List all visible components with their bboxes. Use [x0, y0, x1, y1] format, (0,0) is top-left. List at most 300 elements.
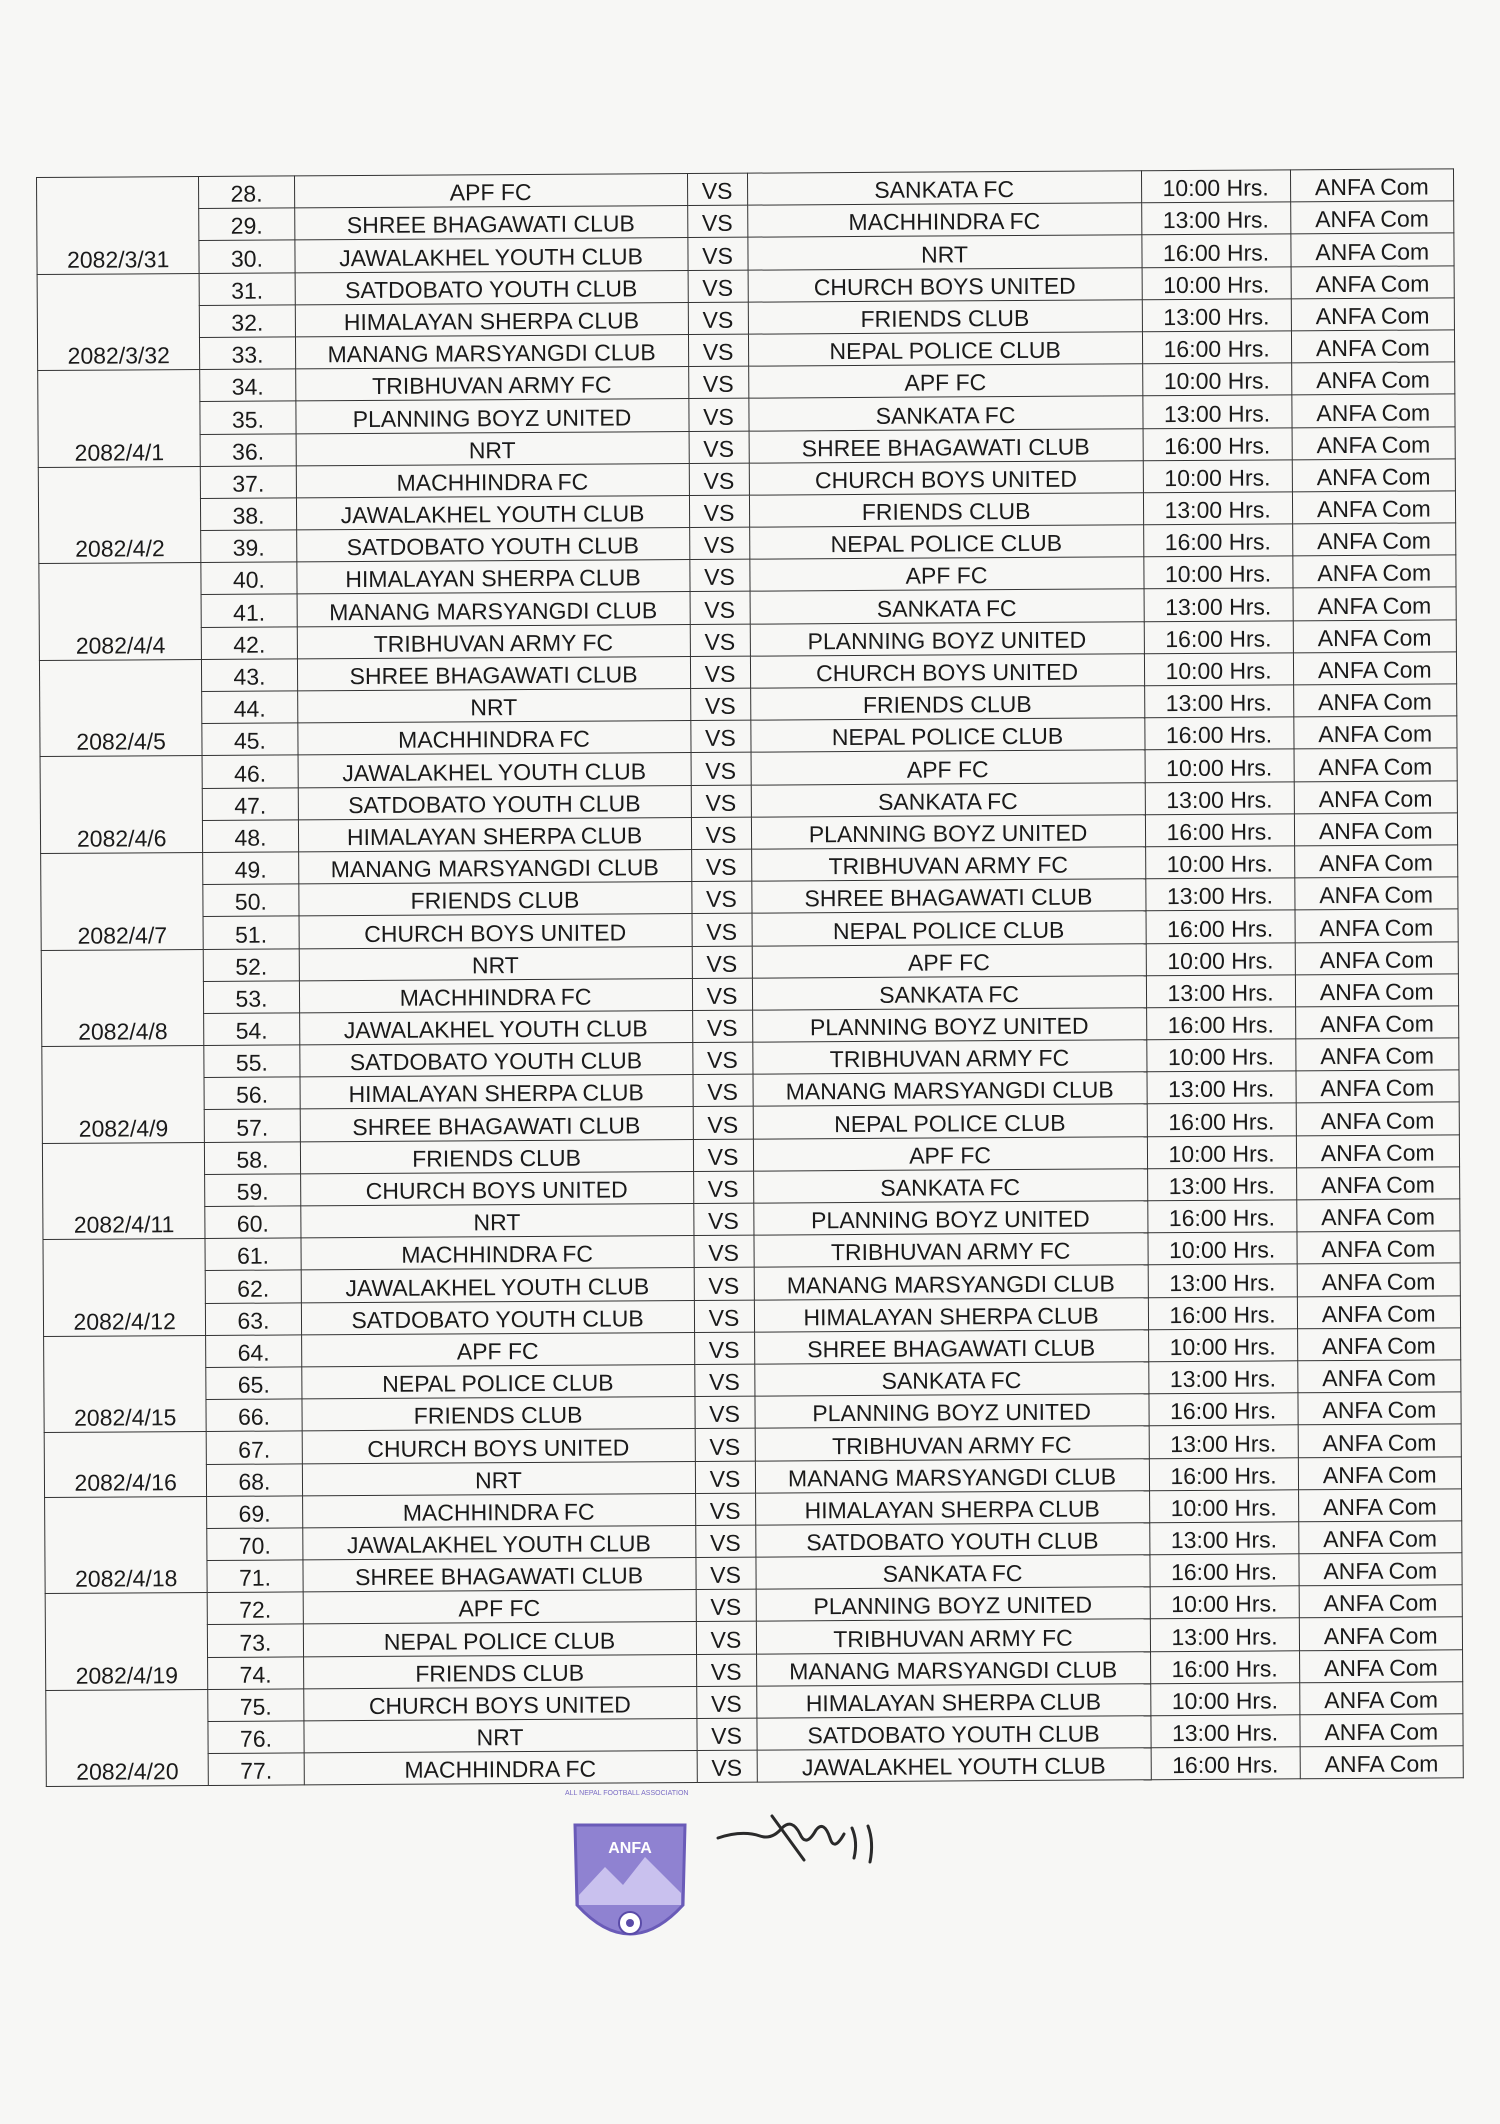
kickoff-time: 13:00 Hrs.: [1149, 1425, 1298, 1458]
home-team: HIMALAYAN SHERPA CLUB: [298, 817, 691, 852]
home-team: NEPAL POLICE CLUB: [303, 1622, 696, 1657]
home-team: MACHHINDRA FC: [301, 1236, 694, 1271]
seal-arc-text: ALL NEPAL FOOTBALL ASSOCIATION: [565, 1790, 689, 1797]
versus-label: VS: [691, 849, 751, 882]
kickoff-time: 13:00 Hrs.: [1142, 299, 1291, 332]
kickoff-time: 16:00 Hrs.: [1146, 910, 1295, 943]
venue: ANFA Com: [1293, 619, 1457, 652]
anfa-seal: [565, 1790, 695, 1965]
venue: ANFA Com: [1294, 877, 1458, 910]
match-number: 42.: [202, 627, 297, 660]
kickoff-time: 16:00 Hrs.: [1149, 1457, 1298, 1490]
home-team: CHURCH BOYS UNITED: [302, 1429, 695, 1464]
kickoff-time: 16:00 Hrs.: [1143, 524, 1292, 557]
away-team: FRIENDS CLUB: [748, 299, 1142, 334]
kickoff-time: 10:00 Hrs.: [1142, 266, 1291, 299]
kickoff-time: 10:00 Hrs.: [1143, 460, 1292, 493]
kickoff-time: 13:00 Hrs.: [1148, 1264, 1297, 1297]
versus-label: VS: [688, 366, 748, 399]
versus-label: VS: [695, 1493, 755, 1526]
venue: ANFA Com: [1298, 1521, 1462, 1554]
venue: ANFA Com: [1298, 1553, 1462, 1586]
venue: ANFA Com: [1297, 1392, 1461, 1425]
kickoff-time: 16:00 Hrs.: [1145, 814, 1294, 847]
kickoff-time: 13:00 Hrs.: [1142, 395, 1291, 428]
kickoff-time: 10:00 Hrs.: [1149, 1490, 1298, 1523]
match-date: 2082/4/12: [43, 1239, 206, 1337]
match-number: 38.: [201, 498, 296, 531]
away-team: PLANNING BOYZ UNITED: [753, 1201, 1147, 1236]
home-team: SHREE BHAGAWATI CLUB: [297, 656, 690, 691]
home-team: JAWALAKHEL YOUTH CLUB: [301, 1268, 694, 1303]
venue: ANFA Com: [1295, 974, 1459, 1007]
match-number: 73.: [208, 1624, 303, 1657]
match-number: 33.: [200, 337, 295, 370]
kickoff-time: 13:00 Hrs.: [1146, 975, 1295, 1008]
versus-label: VS: [688, 334, 748, 367]
away-team: MANANG MARSYANGDI CLUB: [756, 1651, 1150, 1686]
kickoff-time: 10:00 Hrs.: [1145, 846, 1294, 879]
venue: ANFA Com: [1297, 1328, 1461, 1361]
home-team: JAWALAKHEL YOUTH CLUB: [296, 495, 689, 530]
venue: ANFA Com: [1295, 1038, 1459, 1071]
away-team: SANKATA FC: [752, 975, 1146, 1010]
venue: ANFA Com: [1294, 748, 1458, 781]
venue: ANFA Com: [1299, 1617, 1463, 1650]
kickoff-time: 13:00 Hrs.: [1147, 1071, 1296, 1104]
away-team: MACHHINDRA FC: [747, 203, 1141, 238]
kickoff-time: 16:00 Hrs.: [1144, 717, 1293, 750]
away-team: MANANG MARSYANGDI CLUB: [754, 1265, 1148, 1300]
versus-label: VS: [687, 205, 747, 238]
match-date: 2082/3/32: [37, 273, 200, 371]
venue: ANFA Com: [1297, 1360, 1461, 1393]
kickoff-time: 10:00 Hrs.: [1143, 556, 1292, 589]
away-team: NEPAL POLICE CLUB: [750, 718, 1144, 753]
versus-label: VS: [689, 559, 749, 592]
match-number: 52.: [204, 948, 299, 981]
match-date: 2082/4/2: [38, 466, 201, 564]
versus-label: VS: [688, 302, 748, 335]
match-date: 2082/4/7: [41, 852, 204, 950]
home-team: TRIBHUVAN ARMY FC: [297, 624, 690, 659]
away-team: TRIBHUVAN ARMY FC: [755, 1426, 1149, 1461]
kickoff-time: 13:00 Hrs.: [1147, 1168, 1296, 1201]
kickoff-time: 10:00 Hrs.: [1148, 1232, 1297, 1265]
match-number: 47.: [203, 787, 298, 820]
match-number: 48.: [203, 820, 298, 853]
versus-label: VS: [694, 1364, 754, 1397]
match-date: 2082/4/6: [40, 756, 203, 854]
match-number: 59.: [205, 1174, 300, 1207]
versus-label: VS: [687, 238, 747, 271]
versus-label: VS: [695, 1557, 755, 1590]
away-team: APF FC: [753, 1136, 1147, 1171]
versus-label: VS: [693, 1203, 753, 1236]
away-team: SANKATA FC: [748, 396, 1142, 431]
away-team: SANKATA FC: [751, 782, 1145, 817]
versus-label: VS: [690, 688, 750, 721]
match-number: 44.: [202, 691, 297, 724]
kickoff-time: 10:00 Hrs.: [1150, 1683, 1299, 1716]
match-number: 31.: [199, 272, 294, 305]
versus-label: VS: [695, 1428, 755, 1461]
home-team: SHREE BHAGAWATI CLUB: [294, 206, 687, 241]
venue: ANFA Com: [1293, 587, 1457, 620]
match-number: 40.: [201, 562, 296, 595]
versus-label: VS: [689, 463, 749, 496]
kickoff-time: 13:00 Hrs.: [1144, 685, 1293, 718]
match-number: 35.: [200, 401, 295, 434]
kickoff-time: 16:00 Hrs.: [1146, 1007, 1295, 1040]
versus-label: VS: [696, 1718, 756, 1751]
venue: ANFA Com: [1290, 233, 1454, 266]
kickoff-time: 13:00 Hrs.: [1143, 492, 1292, 525]
kickoff-time: 13:00 Hrs.: [1150, 1618, 1299, 1651]
match-date: 2082/4/1: [38, 370, 201, 468]
kickoff-time: 10:00 Hrs.: [1146, 942, 1295, 975]
home-team: MANANG MARSYANGDI CLUB: [298, 849, 691, 884]
away-team: FRIENDS CLUB: [749, 493, 1143, 528]
home-team: FRIENDS CLUB: [301, 1397, 694, 1432]
match-number: 30.: [199, 240, 294, 273]
venue: ANFA Com: [1294, 845, 1458, 878]
venue: ANFA Com: [1292, 491, 1456, 524]
kickoff-time: 16:00 Hrs.: [1147, 1200, 1296, 1233]
fixtures-table: [36, 168, 1464, 1787]
away-team: TRIBHUVAN ARMY FC: [754, 1233, 1148, 1268]
venue: ANFA Com: [1298, 1456, 1462, 1489]
home-team: JAWALAKHEL YOUTH CLUB: [302, 1525, 695, 1560]
match-date: 2082/4/8: [41, 949, 204, 1047]
kickoff-time: 16:00 Hrs.: [1151, 1747, 1300, 1780]
match-number: 39.: [201, 530, 296, 563]
match-number: 28.: [199, 176, 294, 209]
kickoff-time: 10:00 Hrs.: [1146, 1039, 1295, 1072]
kickoff-time: 16:00 Hrs.: [1142, 331, 1291, 364]
away-team: MANANG MARSYANGDI CLUB: [753, 1072, 1147, 1107]
versus-label: VS: [689, 527, 749, 560]
match-date: 2082/4/11: [42, 1142, 205, 1240]
match-number: 71.: [207, 1560, 302, 1593]
versus-label: VS: [692, 1042, 752, 1075]
venue: ANFA Com: [1295, 1006, 1459, 1039]
home-team: JAWALAKHEL YOUTH CLUB: [298, 753, 691, 788]
seal-logo-text: ANFA: [608, 1840, 652, 1857]
match-number: 51.: [203, 916, 298, 949]
versus-label: VS: [697, 1750, 757, 1783]
match-date: 2082/4/5: [39, 659, 202, 757]
signature: [712, 1808, 892, 1888]
match-number: 68.: [207, 1463, 302, 1496]
home-team: HIMALAYAN SHERPA CLUB: [295, 302, 688, 337]
home-team: SATDOBATO YOUTH CLUB: [301, 1300, 694, 1335]
match-number: 54.: [204, 1013, 299, 1046]
versus-label: VS: [694, 1332, 754, 1365]
home-team: TRIBHUVAN ARMY FC: [295, 367, 688, 402]
away-team: SHREE BHAGAWATI CLUB: [751, 879, 1145, 914]
away-team: PLANNING BOYZ UNITED: [751, 814, 1145, 849]
away-team: CHURCH BOYS UNITED: [749, 460, 1143, 495]
away-team: SHREE BHAGAWATI CLUB: [749, 428, 1143, 463]
away-team: MANANG MARSYANGDI CLUB: [755, 1458, 1149, 1493]
match-date: 2082/4/15: [44, 1335, 207, 1433]
versus-label: VS: [692, 913, 752, 946]
away-team: SANKATA FC: [750, 589, 1144, 624]
venue: ANFA Com: [1291, 265, 1455, 298]
kickoff-time: 16:00 Hrs.: [1143, 427, 1292, 460]
venue: ANFA Com: [1291, 298, 1455, 331]
venue: ANFA Com: [1294, 780, 1458, 813]
venue: ANFA Com: [1292, 459, 1456, 492]
home-team: JAWALAKHEL YOUTH CLUB: [299, 1010, 692, 1045]
away-team: SANKATA FC: [754, 1362, 1148, 1397]
match-number: 61.: [205, 1238, 300, 1271]
home-team: CHURCH BOYS UNITED: [299, 914, 692, 949]
match-number: 34.: [200, 369, 295, 402]
match-number: 45.: [202, 723, 297, 756]
fixtures-body: [37, 169, 1464, 1787]
match-number: 41.: [201, 594, 296, 627]
match-number: 57.: [205, 1109, 300, 1142]
kickoff-time: 16:00 Hrs.: [1148, 1296, 1297, 1329]
versus-label: VS: [696, 1622, 756, 1655]
away-team: TRIBHUVAN ARMY FC: [752, 1040, 1146, 1075]
versus-label: VS: [693, 1107, 753, 1140]
kickoff-time: 16:00 Hrs.: [1144, 620, 1293, 653]
home-team: NRT: [297, 689, 690, 724]
kickoff-time: 13:00 Hrs.: [1145, 781, 1294, 814]
kickoff-time: 10:00 Hrs.: [1147, 1135, 1296, 1168]
versus-label: VS: [694, 1268, 754, 1301]
versus-label: VS: [692, 946, 752, 979]
venue: ANFA Com: [1297, 1295, 1461, 1328]
match-number: 67.: [207, 1431, 302, 1464]
match-date: 2082/4/18: [45, 1496, 208, 1594]
kickoff-time: 10:00 Hrs.: [1145, 749, 1294, 782]
away-team: HIMALAYAN SHERPA CLUB: [754, 1297, 1148, 1332]
venue: ANFA Com: [1299, 1649, 1463, 1682]
venue: ANFA Com: [1300, 1746, 1464, 1779]
versus-label: VS: [694, 1300, 754, 1333]
match-number: 53.: [204, 981, 299, 1014]
home-team: APF FC: [301, 1332, 694, 1367]
away-team: PLANNING BOYZ UNITED: [750, 621, 1144, 656]
venue: ANFA Com: [1293, 652, 1457, 685]
home-team: HIMALAYAN SHERPA CLUB: [296, 560, 689, 595]
versus-label: VS: [696, 1686, 756, 1719]
away-team: SATDOBATO YOUTH CLUB: [756, 1716, 1150, 1751]
home-team: SATDOBATO YOUTH CLUB: [298, 785, 691, 820]
kickoff-time: 10:00 Hrs.: [1142, 363, 1291, 396]
match-number: 62.: [206, 1270, 301, 1303]
versus-label: VS: [687, 173, 747, 206]
away-team: SANKATA FC: [755, 1555, 1149, 1590]
home-team: SHREE BHAGAWATI CLUB: [300, 1107, 693, 1142]
versus-label: VS: [696, 1589, 756, 1622]
match-number: 76.: [208, 1721, 303, 1754]
away-team: APF FC: [748, 364, 1142, 399]
venue: ANFA Com: [1296, 1102, 1460, 1135]
away-team: TRIBHUVAN ARMY FC: [751, 847, 1145, 882]
away-team: APF FC: [749, 557, 1143, 592]
match-number: 56.: [204, 1077, 299, 1110]
match-date: 2082/4/20: [46, 1689, 209, 1787]
versus-label: VS: [691, 753, 751, 786]
kickoff-time: 13:00 Hrs.: [1141, 202, 1290, 235]
venue: ANFA Com: [1292, 523, 1456, 556]
away-team: SATDOBATO YOUTH CLUB: [755, 1523, 1149, 1558]
versus-label: VS: [690, 592, 750, 625]
versus-label: VS: [688, 398, 748, 431]
versus-label: VS: [691, 785, 751, 818]
kickoff-time: 13:00 Hrs.: [1145, 878, 1294, 911]
venue: ANFA Com: [1296, 1134, 1460, 1167]
kickoff-time: 16:00 Hrs.: [1149, 1393, 1298, 1426]
versus-label: VS: [689, 495, 749, 528]
away-team: CHURCH BOYS UNITED: [750, 654, 1144, 689]
match-date: 2082/3/31: [37, 177, 200, 275]
kickoff-time: 16:00 Hrs.: [1150, 1650, 1299, 1683]
match-number: 55.: [204, 1045, 299, 1078]
kickoff-time: 16:00 Hrs.: [1141, 234, 1290, 267]
venue: ANFA Com: [1299, 1714, 1463, 1747]
home-team: SATDOBATO YOUTH CLUB: [299, 1043, 692, 1078]
venue: ANFA Com: [1291, 330, 1455, 363]
kickoff-time: 13:00 Hrs.: [1149, 1522, 1298, 1555]
home-team: FRIENDS CLUB: [298, 882, 691, 917]
match-number: 77.: [209, 1753, 304, 1786]
away-team: SANKATA FC: [747, 171, 1141, 206]
venue: ANFA Com: [1293, 684, 1457, 717]
versus-label: VS: [694, 1235, 754, 1268]
venue: ANFA Com: [1291, 362, 1455, 395]
home-team: APF FC: [303, 1590, 696, 1625]
home-team: NRT: [299, 946, 692, 981]
venue: ANFA Com: [1299, 1682, 1463, 1715]
match-date: 2082/4/16: [44, 1432, 207, 1497]
away-team: NEPAL POLICE CLUB: [749, 525, 1143, 560]
kickoff-time: 10:00 Hrs.: [1144, 653, 1293, 686]
versus-label: VS: [695, 1525, 755, 1558]
match-number: 29.: [199, 208, 294, 241]
versus-label: VS: [693, 1139, 753, 1172]
home-team: NRT: [300, 1204, 693, 1239]
match-number: 64.: [206, 1335, 301, 1368]
venue: ANFA Com: [1295, 941, 1459, 974]
away-team: CHURCH BOYS UNITED: [748, 267, 1142, 302]
kickoff-time: 16:00 Hrs.: [1147, 1103, 1296, 1136]
versus-label: VS: [692, 1010, 752, 1043]
match-date: 2082/4/19: [45, 1593, 208, 1691]
versus-label: VS: [691, 817, 751, 850]
venue: ANFA Com: [1296, 1199, 1460, 1232]
match-number: 74.: [208, 1657, 303, 1690]
match-number: 32.: [200, 305, 295, 338]
venue: ANFA Com: [1290, 169, 1454, 202]
away-team: PLANNING BOYZ UNITED: [752, 1008, 1146, 1043]
match-number: 46.: [202, 755, 297, 788]
venue: ANFA Com: [1299, 1585, 1463, 1618]
home-team: MACHHINDRA FC: [304, 1751, 697, 1786]
versus-label: VS: [695, 1461, 755, 1494]
home-team: CHURCH BOYS UNITED: [303, 1686, 696, 1721]
venue: ANFA Com: [1298, 1489, 1462, 1522]
venue: ANFA Com: [1294, 813, 1458, 846]
away-team: NEPAL POLICE CLUB: [752, 911, 1146, 946]
venue: ANFA Com: [1297, 1263, 1461, 1296]
venue: ANFA Com: [1291, 394, 1455, 427]
home-team: SATDOBATO YOUTH CLUB: [295, 270, 688, 305]
versus-label: VS: [690, 656, 750, 689]
home-team: APF FC: [294, 174, 687, 209]
venue: ANFA Com: [1290, 201, 1454, 234]
away-team: HIMALAYAN SHERPA CLUB: [756, 1684, 1150, 1719]
match-date: 2082/4/4: [39, 563, 202, 661]
match-number: 70.: [207, 1528, 302, 1561]
home-team: FRIENDS CLUB: [303, 1654, 696, 1689]
home-team: MACHHINDRA FC: [297, 721, 690, 756]
match-number: 43.: [202, 659, 297, 692]
home-team: CHURCH BOYS UNITED: [300, 1171, 693, 1206]
kickoff-time: 13:00 Hrs.: [1144, 588, 1293, 621]
match-number: 37.: [201, 466, 296, 499]
kickoff-time: 13:00 Hrs.: [1151, 1715, 1300, 1748]
match-number: 60.: [205, 1206, 300, 1239]
away-team: NRT: [747, 235, 1141, 270]
away-team: APF FC: [751, 750, 1145, 785]
home-team: NRT: [296, 431, 689, 466]
match-number: 72.: [208, 1592, 303, 1625]
venue: ANFA Com: [1292, 426, 1456, 459]
venue: ANFA Com: [1296, 1167, 1460, 1200]
away-team: PLANNING BOYZ UNITED: [756, 1587, 1150, 1622]
venue: ANFA Com: [1293, 716, 1457, 749]
versus-label: VS: [689, 431, 749, 464]
venue: ANFA Com: [1296, 1231, 1460, 1264]
kickoff-time: 13:00 Hrs.: [1148, 1361, 1297, 1394]
versus-label: VS: [692, 978, 752, 1011]
away-team: PLANNING BOYZ UNITED: [754, 1394, 1148, 1429]
match-date: 2082/4/9: [42, 1046, 205, 1144]
venue: ANFA Com: [1298, 1424, 1462, 1457]
home-team: MACHHINDRA FC: [296, 463, 689, 498]
home-team: NEPAL POLICE CLUB: [301, 1364, 694, 1399]
kickoff-time: 10:00 Hrs.: [1150, 1586, 1299, 1619]
home-team: MANANG MARSYANGDI CLUB: [295, 334, 688, 369]
match-number: 58.: [205, 1142, 300, 1175]
home-team: NRT: [303, 1718, 696, 1753]
match-number: 49.: [203, 852, 298, 885]
match-number: 63.: [206, 1302, 301, 1335]
match-number: 50.: [203, 884, 298, 917]
home-team: MANANG MARSYANGDI CLUB: [297, 592, 690, 627]
kickoff-time: 10:00 Hrs.: [1148, 1329, 1297, 1362]
home-team: PLANNING BOYZ UNITED: [295, 399, 688, 434]
away-team: JAWALAKHEL YOUTH CLUB: [757, 1748, 1151, 1783]
away-team: APF FC: [752, 943, 1146, 978]
away-team: NEPAL POLICE CLUB: [748, 332, 1142, 367]
home-team: NRT: [302, 1461, 695, 1496]
away-team: SANKATA FC: [753, 1169, 1147, 1204]
home-team: MACHHINDRA FC: [299, 978, 692, 1013]
versus-label: VS: [695, 1396, 755, 1429]
match-number: 75.: [208, 1689, 303, 1722]
versus-label: VS: [691, 881, 751, 914]
match-number: 36.: [200, 433, 295, 466]
venue: ANFA Com: [1295, 909, 1459, 942]
versus-label: VS: [693, 1074, 753, 1107]
